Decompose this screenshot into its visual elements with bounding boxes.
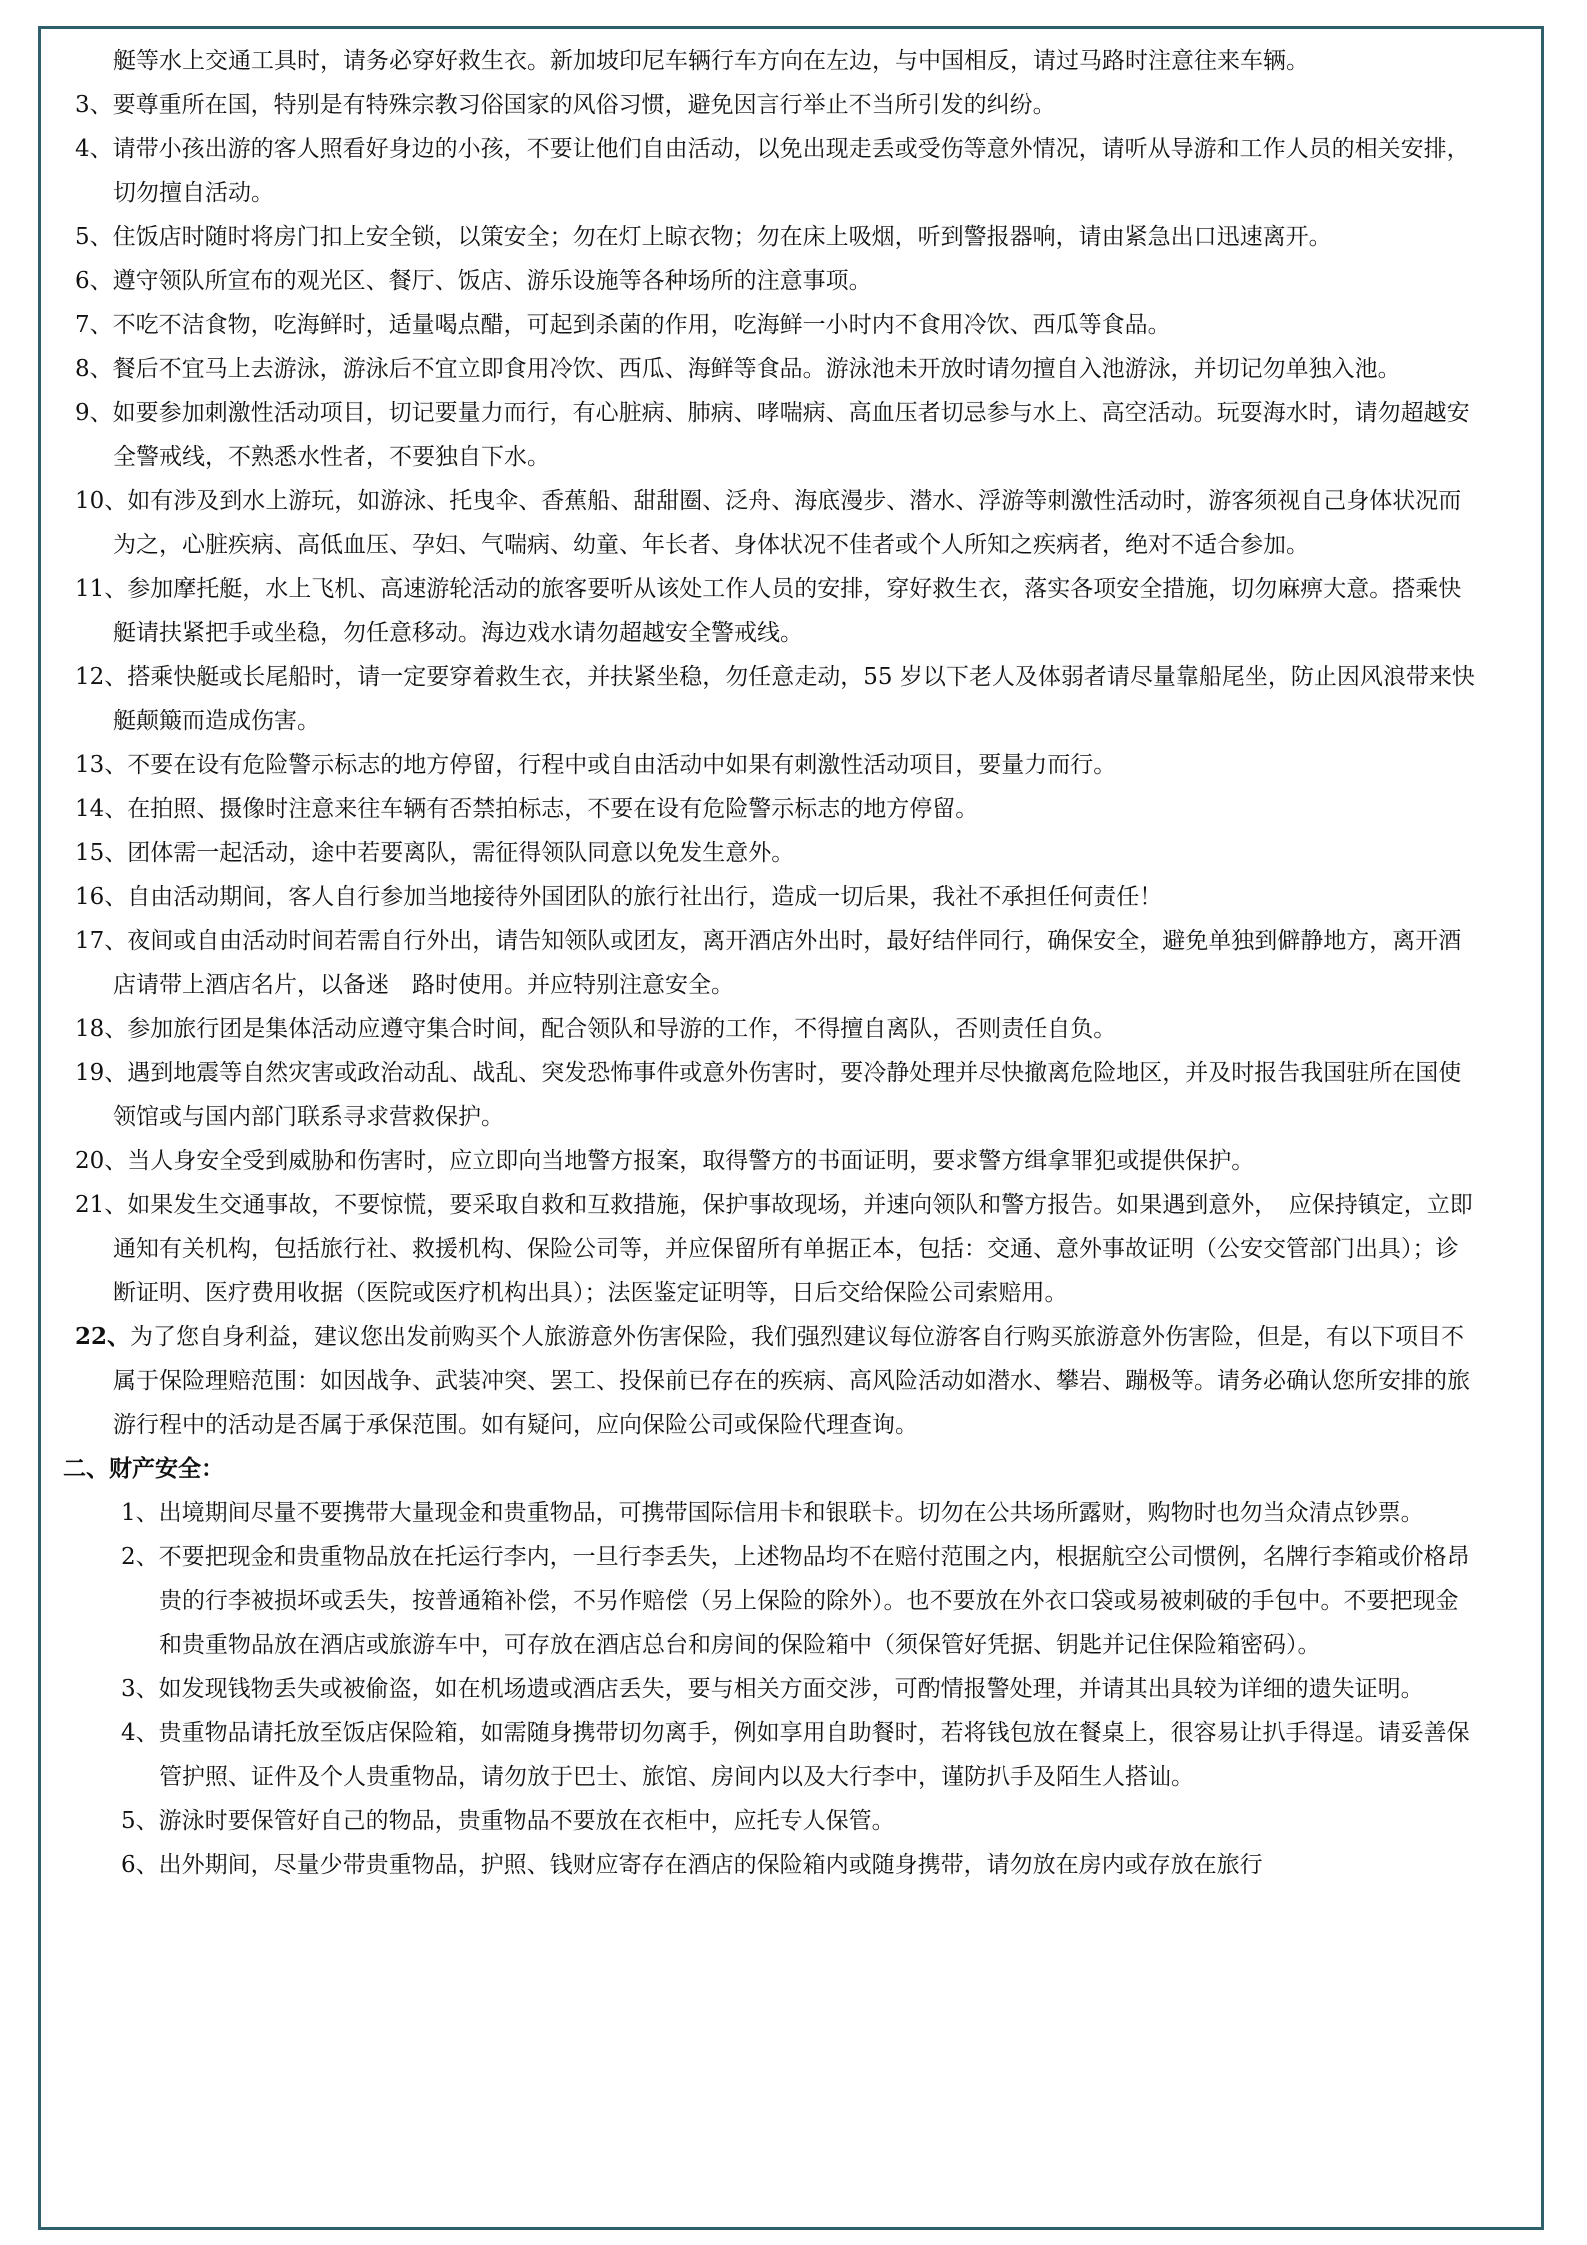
safety-item-3 xyxy=(41,83,1479,127)
item-number: 8、 xyxy=(75,356,113,382)
safety-item-16 xyxy=(41,875,1479,919)
item-number: 15、 xyxy=(75,840,128,866)
document-body xyxy=(41,29,1541,1887)
item-number: 9、 xyxy=(75,400,113,426)
item-text: 遇到地震等自然灾害或政治动乱、战乱、突发恐怖事件或意外伤害时，要冷静处理并尽快撤离危险地区，并及时报告我国驻所在国使领馆或与国内部门联系寻求营救保护。 xyxy=(113,1060,1462,1130)
item-number: 6、 xyxy=(121,1852,159,1878)
item-number: 6、 xyxy=(75,268,113,294)
item-text: 遵守领队所宣布的观光区、餐厅、饭店、游乐设施等各种场所的注意事项。 xyxy=(112,268,872,294)
property-item-4 xyxy=(41,1711,1479,1799)
item-number: 7、 xyxy=(75,312,113,338)
item-number: 5、 xyxy=(75,224,113,250)
page-frame xyxy=(38,26,1544,2230)
item-text: 餐后不宜马上去游泳，游泳后不宜立即食用冷饮、西瓜、海鲜等食品。游泳池未开放时请勿擅自入池游泳，并切记勿单独入池。 xyxy=(112,356,1401,382)
item-number: 20、 xyxy=(75,1148,128,1174)
item-number: 3、 xyxy=(75,92,113,118)
item-text: 请带小孩出游的客人照看好身边的小孩，不要让他们自由活动，以免出现走丢或受伤等意外情况，请听从导游和工作人员的相关安排，切勿擅自活动。 xyxy=(112,136,1470,206)
item-number: 4、 xyxy=(75,136,113,162)
item-text: 为了您自身利益，建议您出发前购买个人旅游意外伤害保险，我们强烈建议每位游客自行购买旅游意外伤害险，但是，有以下项目不属于保险理赔范围：如因战争、武装冲突、罢工、投保前已存在的疾病、高风险活动如潜水、攀岩、蹦极等。请务必确认您所安排的旅游行程中的活动是否属于承保范围。如有疑问，应向保险公司或保险代理查询。 xyxy=(113,1324,1470,1438)
item-number: 1、 xyxy=(121,1500,159,1526)
safety-item-22 xyxy=(41,1315,1479,1447)
item-text: 如有涉及到水上游玩，如游泳、托曳伞、香蕉船、甜甜圈、泛舟、海底漫步、潜水、浮游等刺激性活动时，游客须视自己身体状况而为之，心脏疾病、高低血压、孕妇、气喘病、幼童、年长者、身体状况不佳者或个人所知之疾病者，绝对不适合参加。 xyxy=(113,488,1462,558)
safety-item-20 xyxy=(41,1139,1479,1183)
item-text: 如发现钱物丢失或被偷盗，如在机场遗或酒店丢失，要与相关方面交涉，可酌情报警处理，并请其出具较为详细的遗失证明。 xyxy=(158,1676,1424,1702)
item-text: 不要在设有危险警示标志的地方停留，行程中或自由活动中如果有刺激性活动项目，要量力而行。 xyxy=(127,752,1117,778)
item-number: 3、 xyxy=(121,1676,159,1702)
safety-item-19 xyxy=(41,1051,1479,1139)
item-number: 16、 xyxy=(75,884,128,910)
property-item-5 xyxy=(41,1799,1479,1843)
item-number: 2、 xyxy=(121,1544,159,1570)
item-text: 搭乘快艇或长尾船时，请一定要穿着救生衣，并扶紧坐稳，勿任意走动，55 岁以下老人及体弱者请尽量靠船尾坐，防止因风浪带来快艇颠簸而造成伤害。 xyxy=(113,664,1475,734)
item-text: 如要参加刺激性活动项目，切记要量力而行，有心脏病、肺病、哮喘病、高血压者切忌参与水上、高空活动。玩耍海水时，请勿超越安全警戒线，不熟悉水性者，不要独自下水。 xyxy=(112,400,1470,470)
item-text: 在拍照、摄像时注意来往车辆有否禁拍标志，不要在设有危险警示标志的地方停留。 xyxy=(127,796,979,822)
item-text: 住饭店时随时将房门扣上安全锁，以策安全；勿在灯上晾衣物；勿在床上吸烟，听到警报器响，请由紧急出口迅速离开。 xyxy=(112,224,1332,250)
safety-item-6 xyxy=(41,259,1479,303)
item-text: 不吃不洁食物，吃海鲜时，适量喝点醋，可起到杀菌的作用，吃海鲜一小时内不食用冷饮、西瓜等食品。 xyxy=(112,312,1171,338)
item-text: 贵重物品请托放至饭店保险箱，如需随身携带切勿离手，例如享用自助餐时，若将钱包放在餐桌上，很容易让扒手得逞。请妥善保管护照、证件及个人贵重物品，请勿放于巴士、旅馆、房间内以及大行李中，谨防扒手及陌生人搭讪。 xyxy=(158,1720,1470,1790)
item-text: 出境期间尽量不要携带大量现金和贵重物品，可携带国际信用卡和银联卡。切勿在公共场所露财，购物时也勿当众清点钞票。 xyxy=(158,1500,1424,1526)
intro-continuation: 艇等水上交通工具时，请务必穿好救生衣。新加坡印尼车辆行车方向在左边，与中国相反，请过马路时注意往来车辆。 xyxy=(113,48,1309,74)
safety-item-5 xyxy=(41,215,1479,259)
safety-item-21 xyxy=(41,1183,1479,1315)
item-text: 参加摩托艇，水上飞机、高速游轮活动的旅客要听从该处工作人员的安排，穿好救生衣，落实各项安全措施，切勿麻痹大意。搭乘快艇请扶紧把手或坐稳，勿任意移动。海边戏水请勿超越安全警戒线。 xyxy=(113,576,1462,646)
item-text: 不要把现金和贵重物品放在托运行李内，一旦行李丢失，上述物品均不在赔付范围之内，根据航空公司惯例，名牌行李箱或价格昂贵的行李被损坏或丢失，按普通箱补偿，不另作赔偿（另上保险的除外）。也不要放在外衣口袋或易被刺破的手包中。不要把现金和贵重物品放在酒店或旅游车中，可存放在酒店总台和房间的保险箱中（须保管好凭据、钥匙并记住保险箱密码）。 xyxy=(158,1544,1470,1658)
item-text: 自由活动期间，客人自行参加当地接待外国团队的旅行社出行，造成一切后果，我社不承担任何责任！ xyxy=(127,884,1163,910)
safety-item-13 xyxy=(41,743,1479,787)
item-number: 12、 xyxy=(75,664,128,690)
item-text: 当人身安全受到威胁和伤害时，应立即向当地警方报案，取得警方的书面证明，要求警方缉拿罪犯或提供保护。 xyxy=(127,1148,1255,1174)
property-item-6 xyxy=(41,1843,1479,1887)
safety-item-18 xyxy=(41,1007,1479,1051)
item-text: 如果发生交通事故，不要惊慌，要采取自救和互救措施，保护事故现场，并速向领队和警方报告。如果遇到意外， 应保持镇定，立即通知有关机构，包括旅行社、救援机构、保险公司等，并应保留所有单据正本，包括：交通、意外事故证明（公安交管部门出具）；诊断证明、医疗费用收据（医院或医疗机构出具）；法医鉴定证明等，日后交给保险公司索赔用。 xyxy=(113,1192,1473,1306)
safety-item-11 xyxy=(41,567,1479,655)
item-number: 22、 xyxy=(75,1323,131,1350)
item-number: 21、 xyxy=(75,1192,128,1218)
item-text: 游泳时要保管好自己的物品，贵重物品不要放在衣柜中，应托专人保管。 xyxy=(158,1808,895,1834)
item-number: 14、 xyxy=(75,796,128,822)
safety-item-4 xyxy=(41,127,1479,215)
item-text: 要尊重所在国，特别是有特殊宗教习俗国家的风俗习惯，避免因言行举止不当所引发的纠纷。 xyxy=(112,92,1056,118)
safety-item-15 xyxy=(41,831,1479,875)
property-item-3 xyxy=(41,1667,1479,1711)
item-number: 5、 xyxy=(121,1808,159,1834)
item-number: 18、 xyxy=(75,1016,128,1042)
item-text: 夜间或自由活动时间若需自行外出，请告知领队或团友，离开酒店外出时，最好结伴同行，确保安全，避免单独到僻静地方，离开酒店请带上酒店名片，以备迷 路时使用。并应特别注意安全。 xyxy=(113,928,1462,998)
item-number: 13、 xyxy=(75,752,128,778)
safety-item-8 xyxy=(41,347,1479,391)
property-item-1 xyxy=(41,1491,1479,1535)
item-text: 团体需一起活动，途中若要离队，需征得领队同意以免发生意外。 xyxy=(127,840,795,866)
safety-item-9 xyxy=(41,391,1479,479)
section-title-property-safety: 二、财产安全： xyxy=(63,1455,224,1482)
safety-item-12 xyxy=(41,655,1479,743)
item-text: 参加旅行团是集体活动应遵守集合时间，配合领队和导游的工作，不得擅自离队，否则责任自负。 xyxy=(127,1016,1117,1042)
safety-item-7 xyxy=(41,303,1479,347)
item-number: 19、 xyxy=(75,1060,128,1086)
safety-item-14 xyxy=(41,787,1479,831)
item-number: 11、 xyxy=(75,576,128,602)
item-number: 10、 xyxy=(75,488,128,514)
property-item-2 xyxy=(41,1535,1479,1667)
safety-item-10 xyxy=(41,479,1479,567)
item-text: 出外期间，尽量少带贵重物品，护照、钱财应寄存在酒店的保险箱内或随身携带，请勿放在房内或存放在旅行 xyxy=(158,1852,1263,1878)
item-number: 4、 xyxy=(121,1720,159,1746)
safety-item-17 xyxy=(41,919,1479,1007)
item-number: 17、 xyxy=(75,928,128,954)
